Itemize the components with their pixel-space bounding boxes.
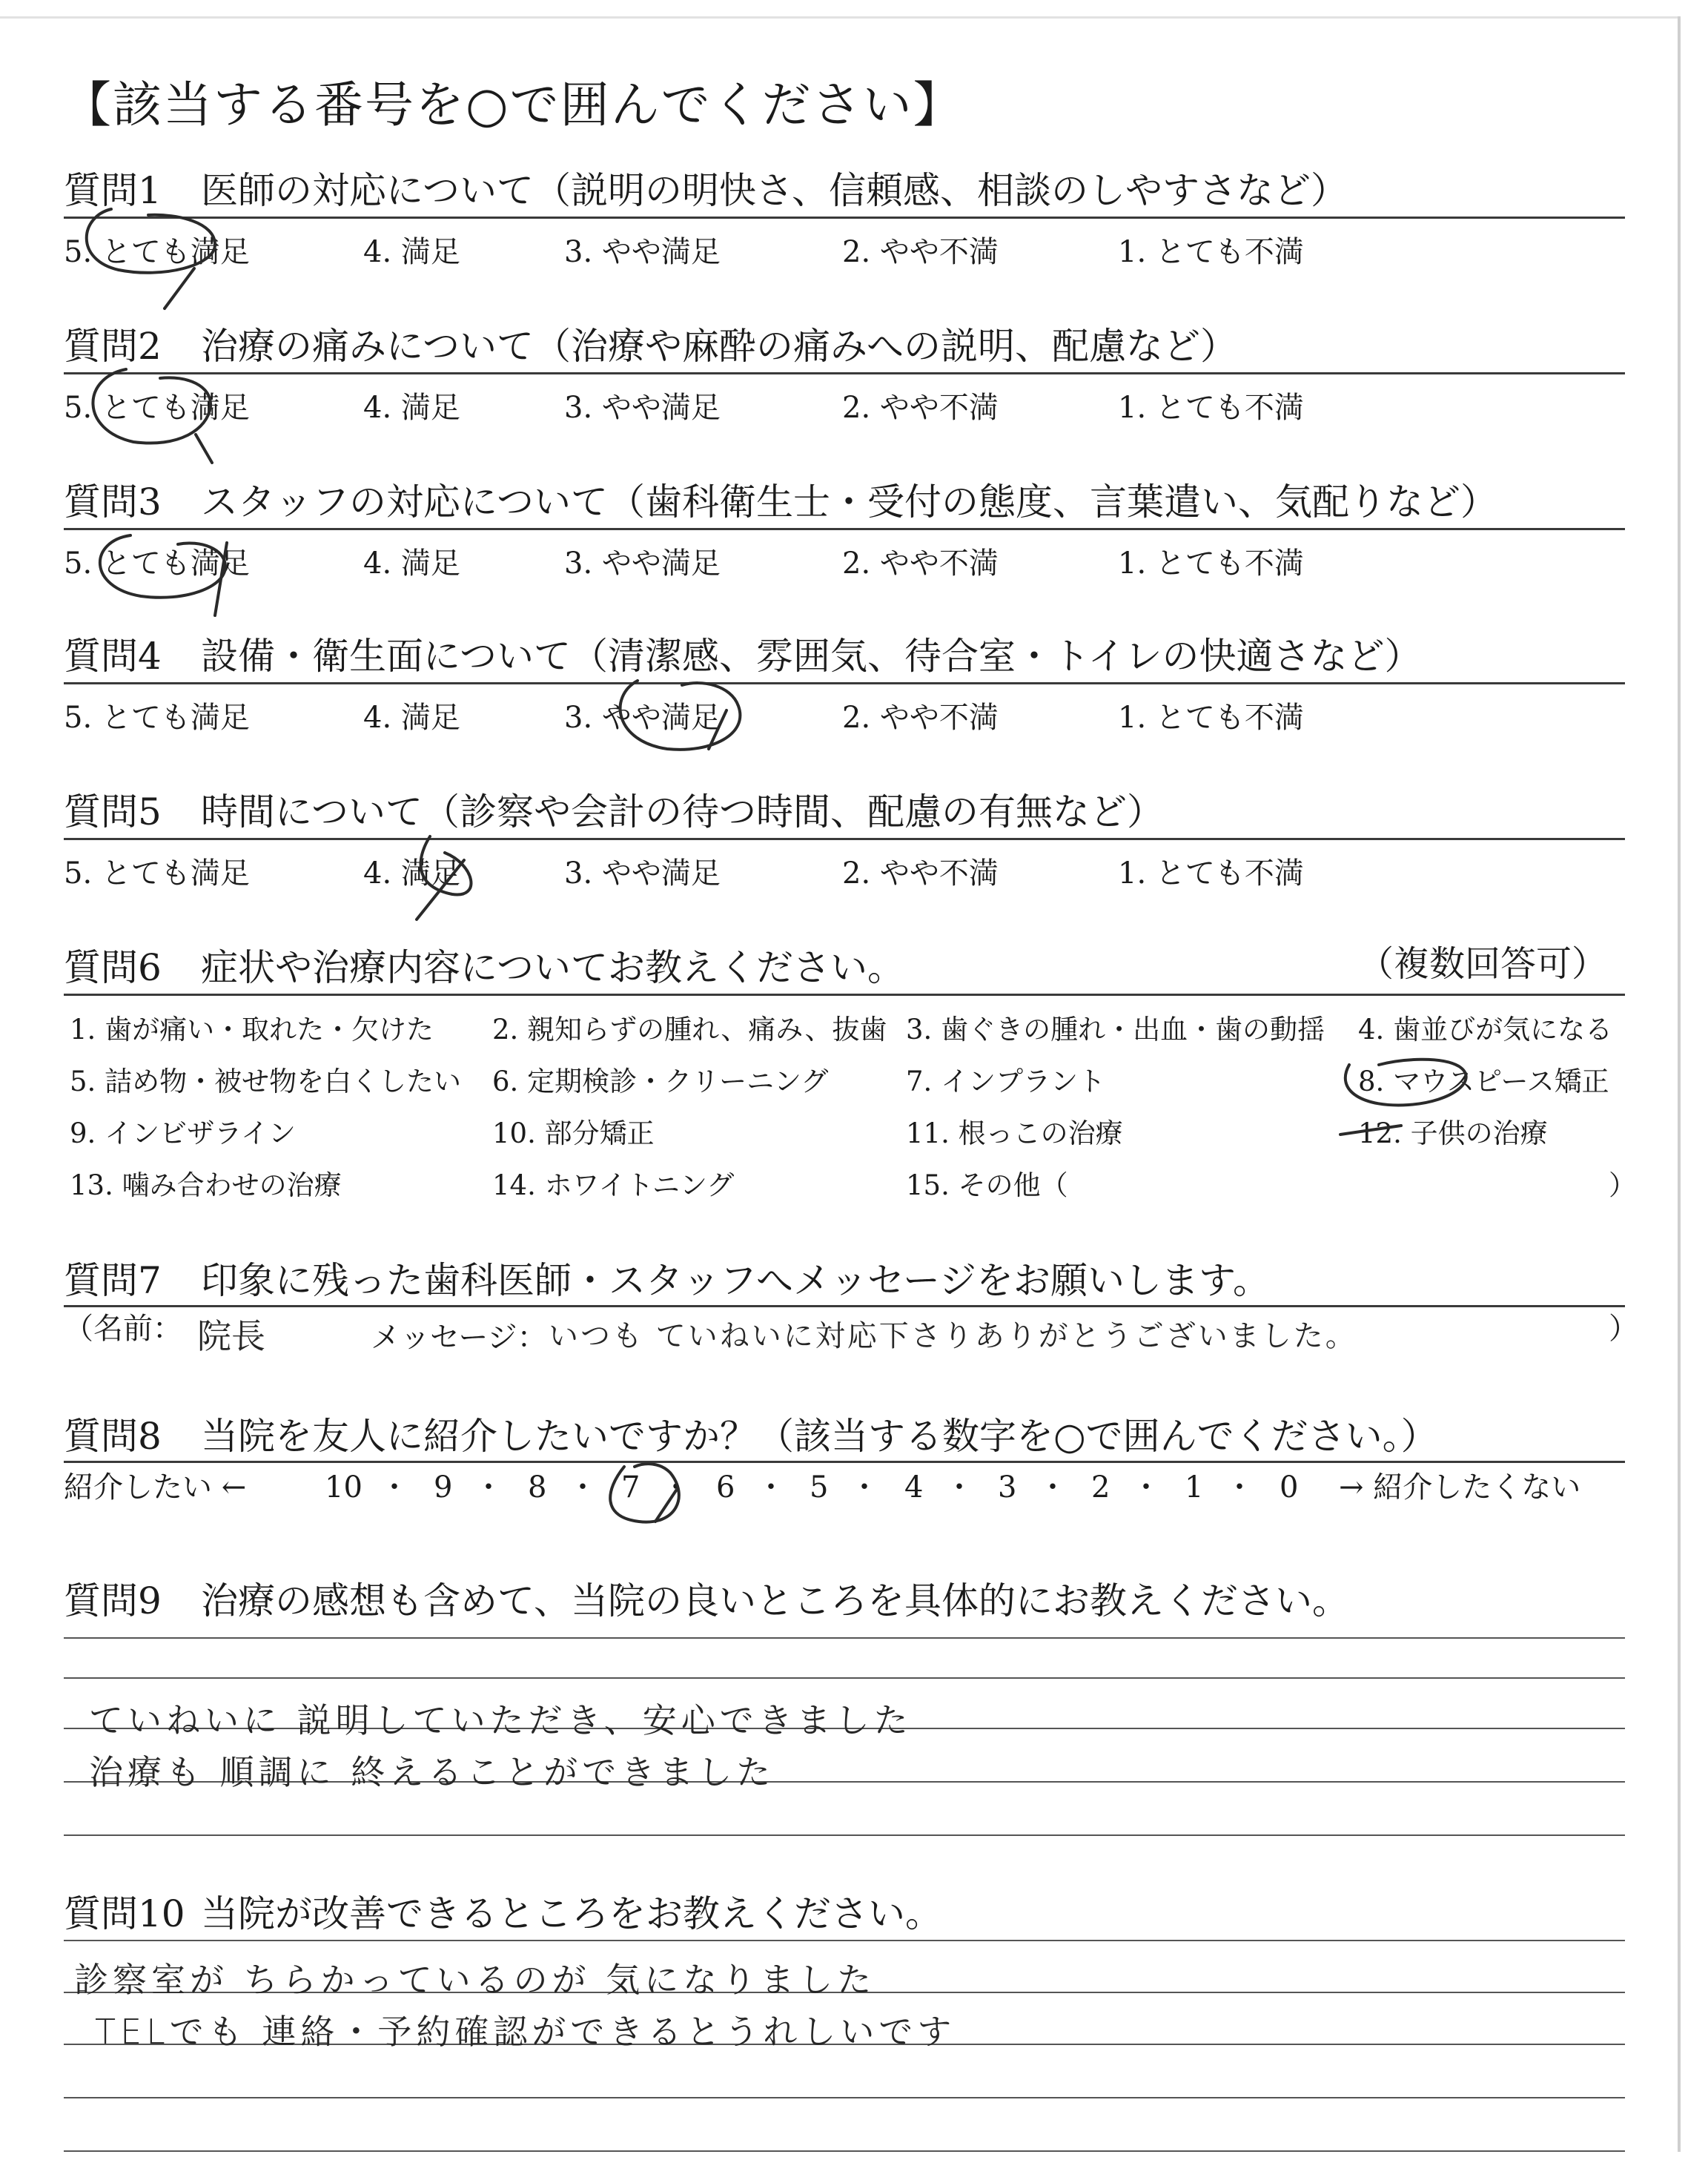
q2-circle-tail [196,435,212,463]
q5-option-1[interactable]: 1. とても不満 [1118,856,1304,891]
scan-border-top [0,16,1681,19]
question-8-rule [64,1461,1625,1463]
question-1-text: 医師の対応について（説明の明快さ、信頼感、相談のしやすさなど） [201,169,1348,212]
question-7-text: 印象に残った歯科医師・スタッフへメッセージをお願いします。 [201,1259,1270,1302]
question-3-number: 質問3 [64,480,162,524]
question-2-text: 治療の痛みについて（治療や麻酔の痛みへの説明、配慮など） [201,325,1237,368]
q7-message-label: メッセージ： [371,1321,547,1355]
q4-option-2[interactable]: 2. やや不満 [842,701,999,735]
q1-option-5[interactable]: 5. とても満足 [64,235,250,269]
q8-sep: ・ [756,1470,786,1505]
question-2-rule [64,372,1625,374]
q6-option-14[interactable]: 14. ホワイトニング [492,1169,735,1201]
question-4-options [64,703,1628,740]
question-1-options [64,237,1628,274]
q9-answer-rule-2 [64,1677,1625,1679]
question-9 [64,1579,1349,1622]
question-10 [64,1892,942,1935]
question-8-text: 当院を友人に紹介したいですか？（該当する数字を○で囲んでください。） [201,1415,1438,1458]
q9-answer-line-1[interactable]: ていねいに 説明していただき、安心できました [89,1700,913,1740]
q6-option-2[interactable]: 2. 親知らずの腫れ、痛み、抜歯 [492,1014,887,1046]
q2-option-1[interactable]: 1. とても不満 [1118,391,1304,425]
question-3-options [64,546,1628,586]
question-8-number: 質問8 [64,1415,162,1458]
q3-option-1[interactable]: 1. とても不満 [1118,546,1304,581]
q8-value-10[interactable]: 10 [325,1470,363,1505]
question-5-rule [64,838,1625,840]
question-9-text: 治療の感想も含めて、当院の良いところを具体的にお教えください。 [201,1579,1349,1622]
question-1 [64,169,1348,212]
q8-value-3[interactable]: 3 [998,1470,1017,1505]
q3-option-2[interactable]: 2. やや不満 [842,546,999,581]
q4-option-3[interactable]: 3. やや満足 [564,701,721,735]
q7-name-label: （名前： [64,1312,182,1346]
question-6-text: 症状や治療内容についてお教えください。 [201,946,904,989]
q6-option-9[interactable]: 9. インビザライン [70,1117,296,1149]
q10-answer-rule-4 [64,2097,1625,2098]
q9-answer-line-2[interactable]: 治療も 順調に 終えることができました [89,1752,775,1792]
q6-option-7[interactable]: 7. インプラント [906,1066,1106,1097]
question-4-text: 設備・衛生面について（清潔感、雰囲気、待合室・トイレの快適さなど） [201,635,1422,678]
q1-option-1[interactable]: 1. とても不満 [1118,235,1304,269]
q8-sep: ・ [1131,1470,1161,1505]
question-5-options [64,856,1628,896]
question-2-options [64,393,1628,430]
q4-option-1[interactable]: 1. とても不満 [1118,701,1304,735]
q2-option-3[interactable]: 3. やや満足 [564,391,721,425]
q2-option-4[interactable]: 4. 満足 [363,391,460,425]
question-4-rule [64,682,1625,684]
form-title: 【該当する番号を○で囲んでください】 [62,76,964,133]
question-3-text: スタッフの対応について（歯科衛生士・受付の態度、言葉遣い、気配りなど） [201,480,1497,524]
q8-value-1[interactable]: 1 [1185,1470,1204,1505]
question-7 [64,1259,1270,1302]
question-6-rule [64,994,1625,996]
question-8 [64,1415,1438,1458]
q10-answer-line-1[interactable]: 診察室が ちらかっているのが 気になりました [74,1960,876,2000]
q8-sep: ・ [944,1470,974,1505]
q6-option-1[interactable]: 1. 歯が痛い・取れた・欠けた [70,1014,434,1046]
q1-circle-tail [165,268,194,308]
question-5 [64,790,1164,833]
question-3 [64,480,1497,524]
question-10-number: 質問10 [64,1892,185,1935]
question-1-rule [64,217,1625,219]
q8-value-5[interactable]: 5 [810,1470,829,1505]
question-6 [64,946,904,989]
q6-option-12[interactable]: 12. 子供の治療 [1358,1117,1548,1149]
question-5-text: 時間について（診察や会計の待つ時間、配慮の有無など） [201,790,1164,833]
q6-option-6[interactable]: 6. 定期検診・クリーニング [492,1066,829,1097]
q8-value-4[interactable]: 4 [904,1470,924,1505]
q6-option-3[interactable]: 3. 歯ぐきの腫れ・出血・歯の動揺 [906,1014,1325,1046]
q8-value-7[interactable]: 7 [621,1470,640,1505]
q7-close-paren: ） [1609,1312,1638,1346]
q6-option-15-close: ） [1609,1169,1636,1201]
q8-right-label: → 紹介したくない [1339,1470,1581,1505]
q1-option-3[interactable]: 3. やや満足 [564,235,721,269]
q5-option-4[interactable]: 4. 満足 [363,856,460,891]
q8-value-9[interactable]: 9 [434,1470,453,1505]
q8-sep: ・ [380,1470,409,1505]
q6-option-4[interactable]: 4. 歯並びが気になる [1358,1014,1613,1046]
q8-value-6[interactable]: 6 [716,1470,735,1505]
q6-option-8[interactable]: 8. マウスピース矯正 [1358,1066,1609,1097]
question-2 [64,325,1237,368]
q6-option-13[interactable]: 13. 噛み合わせの治療 [70,1169,342,1201]
question-7-number: 質問7 [64,1259,162,1302]
question-6-number: 質問6 [64,946,162,989]
question-6-note: （複数回答可） [1358,943,1608,985]
q8-value-2[interactable]: 2 [1091,1470,1110,1505]
q8-value-0[interactable]: 0 [1280,1470,1299,1505]
q10-answer-line-2[interactable]: TELでも 連絡・予約確認ができるとうれしいです [95,2012,956,2052]
q6-option-15[interactable]: 15. その他（ [906,1169,1068,1201]
q8-sep: ・ [568,1470,598,1505]
q6-option-5[interactable]: 5. 詰め物・被せ物を白くしたい [70,1066,462,1097]
question-5-number: 質問5 [64,790,162,833]
question-7-rule [64,1305,1625,1307]
q8-sep: ・ [661,1470,691,1505]
q6-option-11[interactable]: 11. 根っこの治療 [906,1117,1123,1149]
question-4 [64,635,1422,678]
q9-answer-rule-5 [64,1834,1625,1836]
q5-option-2[interactable]: 2. やや不満 [842,856,999,891]
q9-answer-rule-1 [64,1637,1625,1639]
question-2-number: 質問2 [64,325,162,368]
question-10-text: 当院が改善できるところをお教えください。 [201,1892,942,1935]
q10-answer-rule-1 [64,1940,1625,1941]
q5-option-5[interactable]: 5. とても満足 [64,856,250,891]
q2-option-2[interactable]: 2. やや不満 [842,391,999,425]
question-9-number: 質問9 [64,1579,162,1622]
question-1-number: 質問1 [64,169,162,212]
q3-option-4[interactable]: 4. 満足 [363,546,460,581]
q4-option-4[interactable]: 4. 満足 [363,701,460,735]
q8-sep: ・ [474,1470,503,1505]
q7-name-value[interactable]: 院長 [197,1316,265,1356]
q7-message-value[interactable]: いつも ていねいに対応下さりありがとうございました。 [549,1319,1357,1353]
q8-sep: ・ [1038,1470,1068,1505]
q8-sep: ・ [1225,1470,1254,1505]
q5-option-3[interactable]: 3. やや満足 [564,856,721,891]
q1-option-4[interactable]: 4. 満足 [363,235,460,269]
question-3-rule [64,528,1625,530]
q8-sep: ・ [850,1470,879,1505]
q3-option-5[interactable]: 5. とても満足 [64,546,250,581]
scan-border-right [1678,16,1681,2152]
q10-answer-rule-5 [64,2150,1625,2152]
q4-option-5[interactable]: 5. とても満足 [64,701,250,735]
question-4-number: 質問4 [64,635,162,678]
q8-left-label: 紹介したい ← [64,1470,247,1505]
q6-option-10[interactable]: 10. 部分矯正 [492,1117,655,1149]
q2-option-5[interactable]: 5. とても満足 [64,391,250,425]
q1-option-2[interactable]: 2. やや不満 [842,235,999,269]
q8-value-8[interactable]: 8 [528,1470,547,1505]
q3-option-3[interactable]: 3. やや満足 [564,546,721,581]
